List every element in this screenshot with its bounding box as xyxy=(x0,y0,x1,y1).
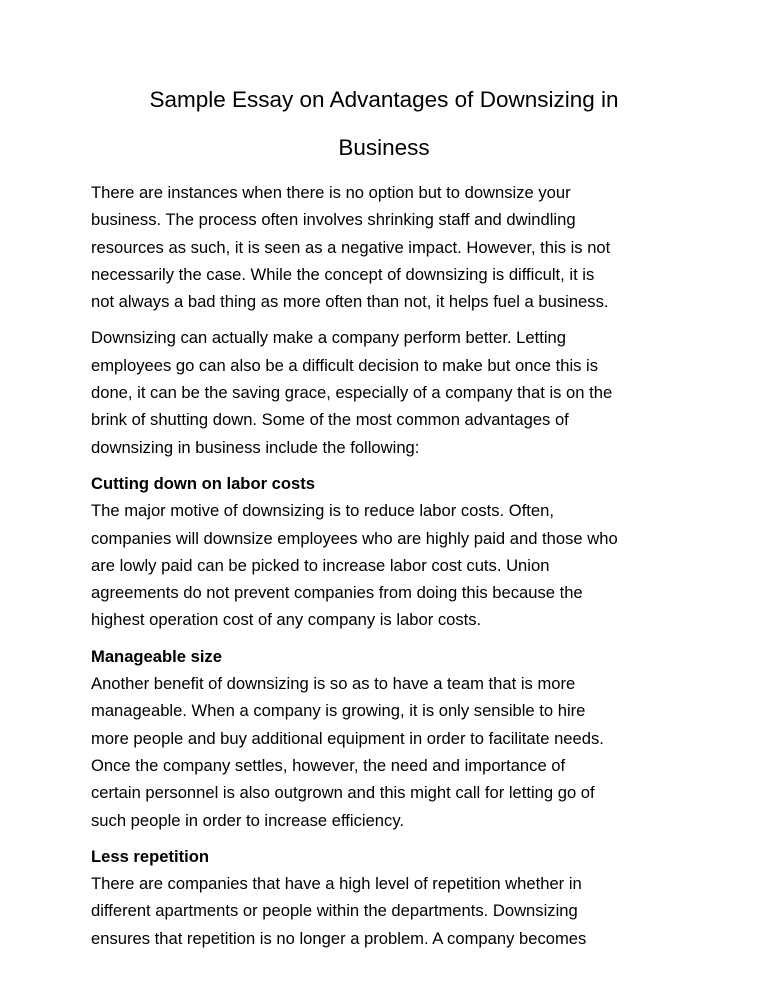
section xyxy=(91,643,691,834)
paragraph xyxy=(91,324,691,460)
text-line: are lowly paid can be picked to increase labor cost cuts. Union xyxy=(91,555,550,575)
essay-title xyxy=(0,76,768,172)
title-line: Business xyxy=(338,135,430,160)
section xyxy=(91,843,691,952)
text-line: business. The process often involves shrinking staff and dwindling xyxy=(91,210,576,230)
text-line: different apartments or people within the departments. Downsizing xyxy=(91,901,578,921)
text-line: companies will downsize employees who are highly paid and those who xyxy=(91,528,618,548)
paragraph xyxy=(91,179,691,315)
text-line: certain personnel is also outgrown and this might call for letting go of xyxy=(91,783,595,803)
text-line: There are instances when there is no option but to downsize your xyxy=(91,183,571,202)
text-line: Downsizing can actually make a company perform better. Letting xyxy=(91,328,567,348)
section-heading: Less repetition xyxy=(91,846,210,866)
text-line: Once the company settles, however, the need and importance of xyxy=(91,755,566,775)
text-line: employees go can also be a difficult decision to make but once this is xyxy=(91,355,599,375)
text-line: The major motive of downsizing is to reduce labor costs. Often, xyxy=(91,501,554,521)
text-line: manageable. When a company is growing, it is only sensible to hire xyxy=(91,701,586,721)
text-line: There are companies that have a high level of repetition whether in xyxy=(91,874,582,894)
text-line: brink of shutting down. Some of the most common advantages of xyxy=(91,410,569,430)
text-line: downsizing in business include the following: xyxy=(91,437,420,457)
text-line: Another benefit of downsizing is so as to have a team that is more xyxy=(91,674,576,694)
text-line: necessarily the case. While the concept of downsizing is difficult, it is xyxy=(91,264,595,284)
text-line: resources as such, it is seen as a negative impact. However, this is not xyxy=(91,237,611,257)
text-line: not always a bad thing as more often than not, it helps fuel a business. xyxy=(91,292,609,312)
essay-body xyxy=(91,179,691,961)
title-line: Sample Essay on Advantages of Downsizing in xyxy=(149,87,619,112)
section-heading: Manageable size xyxy=(91,646,222,666)
text-line: more people and buy additional equipment in order to facilitate needs. xyxy=(91,728,604,748)
text-line: agreements do not prevent companies from doing this because the xyxy=(91,583,583,603)
text-line: highest operation cost of any company is labor costs. xyxy=(91,610,482,630)
text-line: such people in order to increase efficiency. xyxy=(91,810,405,830)
section-heading: Cutting down on labor costs xyxy=(91,473,315,493)
section xyxy=(91,470,691,634)
text-line: done, it can be the saving grace, especially of a company that is on the xyxy=(91,383,613,403)
text-line: ensures that repetition is no longer a problem. A company becomes xyxy=(91,928,587,948)
